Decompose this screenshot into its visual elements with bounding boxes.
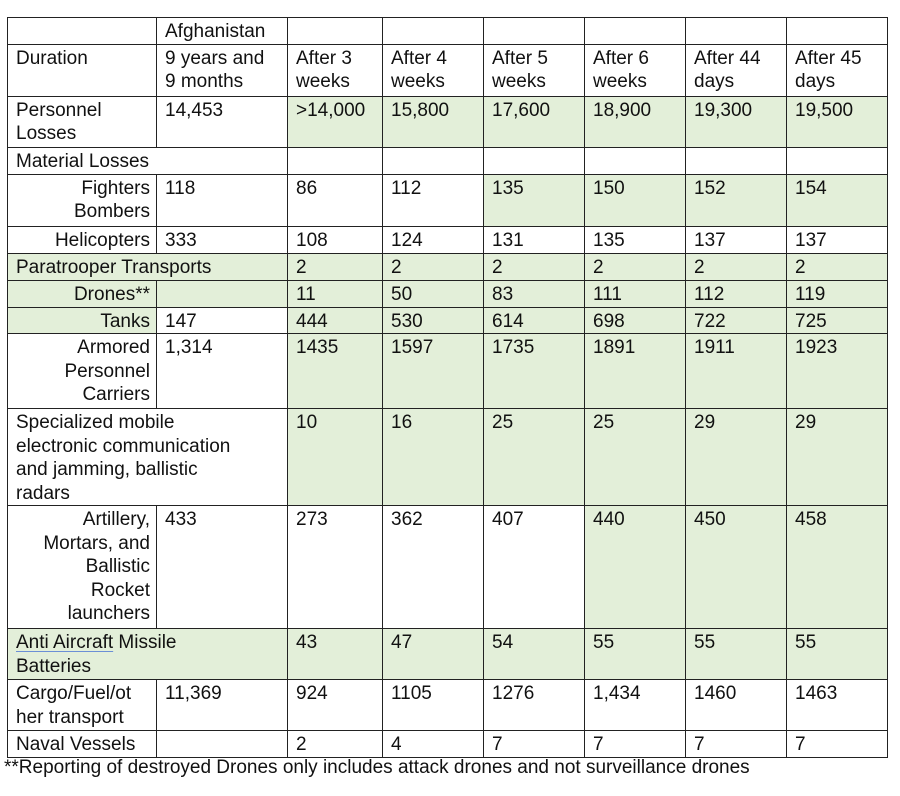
cell: 2	[484, 253, 585, 280]
cell: 16	[383, 409, 484, 506]
cell: 1911	[686, 334, 787, 409]
cell: 135	[585, 226, 686, 253]
header-cell	[484, 18, 585, 45]
cell: 124	[383, 226, 484, 253]
cell: 530	[383, 307, 484, 334]
cell: 47	[383, 629, 484, 680]
row-label: Drones**	[8, 280, 157, 307]
header-cell: After 44 days	[686, 44, 787, 96]
cell: 108	[288, 226, 383, 253]
header-cell	[383, 18, 484, 45]
cell: 698	[585, 307, 686, 334]
anti-aircraft-row	[8, 629, 888, 680]
cell: 1460	[686, 680, 787, 731]
row-label: Naval Vessels	[8, 731, 157, 758]
cell: 450	[686, 506, 787, 629]
cell: 29	[787, 409, 888, 506]
cell: 25	[585, 409, 686, 506]
cell	[484, 147, 585, 174]
cell: 10	[288, 409, 383, 506]
electronic-row	[8, 409, 888, 506]
cell: >14,000	[288, 96, 383, 147]
cell: 1891	[585, 334, 686, 409]
cell: 19,300	[686, 96, 787, 147]
cell	[383, 147, 484, 174]
header-cell: After 3 weeks	[288, 44, 383, 96]
cell: 1,434	[585, 680, 686, 731]
cell: 1105	[383, 680, 484, 731]
header-top-row	[8, 18, 888, 45]
drones-row	[8, 280, 888, 307]
header-cell: After 45 days	[787, 44, 888, 96]
cell: 1463	[787, 680, 888, 731]
header-cell	[8, 18, 157, 45]
cell: 83	[484, 280, 585, 307]
cell: 54	[484, 629, 585, 680]
cell: 152	[686, 174, 787, 226]
row-label: Duration	[8, 44, 157, 96]
cell: 4	[383, 731, 484, 758]
cell: 722	[686, 307, 787, 334]
cell: 131	[484, 226, 585, 253]
cell: 29	[686, 409, 787, 506]
personnel-row	[8, 96, 888, 147]
cell: 150	[585, 174, 686, 226]
cell: 7	[686, 731, 787, 758]
cell: 135	[484, 174, 585, 226]
apc-row	[8, 334, 888, 409]
cell: 18,900	[585, 96, 686, 147]
cell: 11,369	[157, 680, 288, 731]
row-label: Artillery, Mortars, and Ballistic Rocket launchers	[8, 506, 157, 629]
cell: 1,314	[157, 334, 288, 409]
header-cell	[787, 18, 888, 45]
cell: 458	[787, 506, 888, 629]
artillery-row	[8, 506, 888, 629]
helicopters-row	[8, 226, 888, 253]
cell: 137	[686, 226, 787, 253]
row-label: Paratrooper Transports	[8, 253, 288, 280]
cell: 55	[585, 629, 686, 680]
cell: 1923	[787, 334, 888, 409]
row-label: Specialized mobile electronic communication and jamming, ballistic radars	[8, 409, 288, 506]
cell: 112	[383, 174, 484, 226]
row-label: Cargo/Fuel/ot her transport	[8, 680, 157, 731]
cell: 14,453	[157, 96, 288, 147]
cell: 119	[787, 280, 888, 307]
header-cell: After 6 weeks	[585, 44, 686, 96]
cell: 11	[288, 280, 383, 307]
cell: 19,500	[787, 96, 888, 147]
cell: 333	[157, 226, 288, 253]
underlined-label: Anti Aircraft	[16, 632, 114, 653]
cell: 17,600	[484, 96, 585, 147]
header-cell: Afghanistan	[157, 18, 288, 45]
section-label: Material Losses	[8, 147, 288, 174]
cell: 407	[484, 506, 585, 629]
cell: 433	[157, 506, 288, 629]
cell: 725	[787, 307, 888, 334]
cell: 273	[288, 506, 383, 629]
cell: 614	[484, 307, 585, 334]
cell: 55	[787, 629, 888, 680]
cell: 1276	[484, 680, 585, 731]
cell: 112	[686, 280, 787, 307]
cell: 2	[585, 253, 686, 280]
row-label: Helicopters	[8, 226, 157, 253]
duration-row	[8, 44, 888, 96]
row-label: Fighters Bombers	[8, 174, 157, 226]
tanks-row	[8, 307, 888, 334]
cell	[288, 147, 383, 174]
cell: 111	[585, 280, 686, 307]
cell: 55	[686, 629, 787, 680]
cell	[157, 731, 288, 758]
header-cell: 9 years and 9 months	[157, 44, 288, 96]
cell: 7	[484, 731, 585, 758]
cell: 362	[383, 506, 484, 629]
cell: 15,800	[383, 96, 484, 147]
cell	[686, 147, 787, 174]
header-cell	[686, 18, 787, 45]
header-cell: After 5 weeks	[484, 44, 585, 96]
cell: 444	[288, 307, 383, 334]
cell	[787, 147, 888, 174]
row-label	[8, 629, 288, 680]
row-label: Tanks	[8, 307, 157, 334]
cell: 2	[288, 253, 383, 280]
cell: 2	[383, 253, 484, 280]
cell	[157, 280, 288, 307]
cell: 1597	[383, 334, 484, 409]
footnote: **Reporting of destroyed Drones only includes attack drones and not surveillance drones	[4, 757, 750, 778]
cell: 924	[288, 680, 383, 731]
header-cell	[585, 18, 686, 45]
material-section-row	[8, 147, 888, 174]
cell: 147	[157, 307, 288, 334]
label-rest: Missile Batteries	[16, 632, 177, 677]
naval-row	[8, 731, 888, 758]
losses-table	[7, 17, 888, 758]
header-cell	[288, 18, 383, 45]
cell: 154	[787, 174, 888, 226]
cell: 7	[787, 731, 888, 758]
fighters-row	[8, 174, 888, 226]
cell: 2	[686, 253, 787, 280]
paratrooper-row	[8, 253, 888, 280]
cell: 50	[383, 280, 484, 307]
cell	[585, 147, 686, 174]
cell: 7	[585, 731, 686, 758]
cell: 1435	[288, 334, 383, 409]
row-label: Armored Personnel Carriers	[8, 334, 157, 409]
row-label: Personnel Losses	[8, 96, 157, 147]
cargo-row	[8, 680, 888, 731]
cell: 440	[585, 506, 686, 629]
cell: 43	[288, 629, 383, 680]
header-cell: After 4 weeks	[383, 44, 484, 96]
cell: 2	[288, 731, 383, 758]
cell: 1735	[484, 334, 585, 409]
cell: 2	[787, 253, 888, 280]
cell: 25	[484, 409, 585, 506]
cell: 86	[288, 174, 383, 226]
cell: 118	[157, 174, 288, 226]
cell: 137	[787, 226, 888, 253]
